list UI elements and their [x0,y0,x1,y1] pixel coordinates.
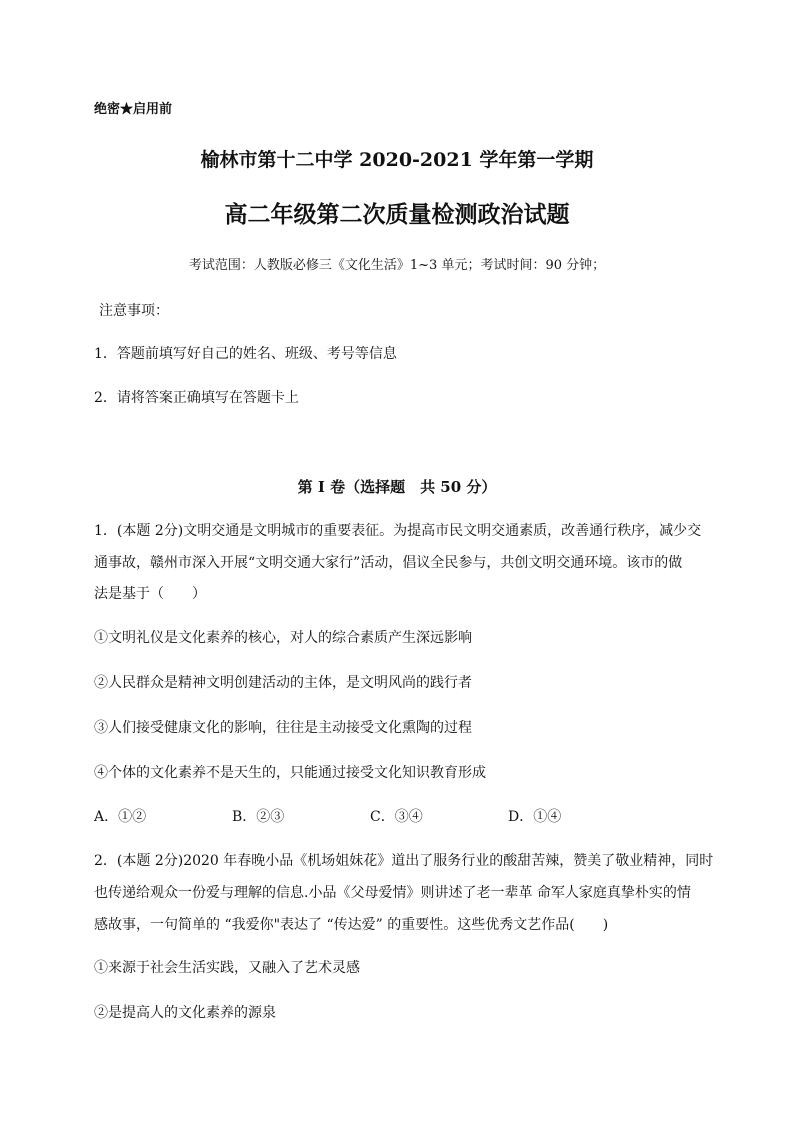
question-2-text: 感故事，一句简单的 “我爱你"表达了 “传达爱” 的重要性。这些优秀文艺作品( ) [94,917,609,933]
question-1-option: ④个体的文化素养不是天生的，只能通过接受文化知识教育形成 [94,765,486,781]
exam-title: 高二年级第二次质量检测政治试题 [224,201,570,228]
school-title: 榆林市第十二中学 2020-2021 学年第一学期 [200,149,594,171]
question-1-option: ①文明礼仪是文化素养的核心，对人的综合素质产生深远影响 [94,630,472,646]
notice-title: 注意事项： [99,303,169,319]
choice-c: C．③④ [370,809,423,825]
question-1-text: 法是基于（ ） [94,586,206,602]
question-1-text: 通事故，赣州市深入开展“文明交通大家行”活动，倡议全民参与，共创文明交通环境。该市的做 [94,555,683,571]
question-2-option: ②是提高人的文化素养的源泉 [94,1005,276,1021]
notice-item: 1．答题前填写好自己的姓名、班级、考号等信息 [94,346,397,362]
question-1-option: ③人们接受健康文化的影响，往往是主动接受文化熏陶的过程 [94,720,472,736]
notice-item: 2．请将答案正确填写在答题卡上 [94,390,299,406]
choice-a: A．①② [94,809,147,825]
choice-b: B．②③ [232,809,285,825]
choice-d: D．①④ [508,809,562,825]
confidential-mark: 绝密★启用前 [94,102,173,117]
section-title: 第 I 卷（选择题 共 50 分） [297,478,497,496]
exam-scope: 考试范围：人教版必修三《文化生活》1~3 单元；考试时间：90 分钟； [188,258,606,273]
question-1-option: ②人民群众是精神文明创建活动的主体，是文明风尚的践行者 [94,675,472,691]
question-2-text: 也传递给观众一份爱与理解的信息.小品《父母爱情》则讲述了老一辈革 命军人家庭真挚朴实的情 [94,885,691,901]
question-2-option: ①来源于社会生活实践，又融入了艺术灵感 [94,960,360,976]
question-2-text: 2．(本题 2分)2020 年春晚小品《机场姐妹花》道出了服务行业的酸甜苦辣，赞美了敬业精神，同时 [94,853,714,869]
question-1-text: 1．(本题 2分)文明交通是文明城市的重要表征。为提高市民文明交通素质，改善通行秩序，减少交 [94,523,702,539]
